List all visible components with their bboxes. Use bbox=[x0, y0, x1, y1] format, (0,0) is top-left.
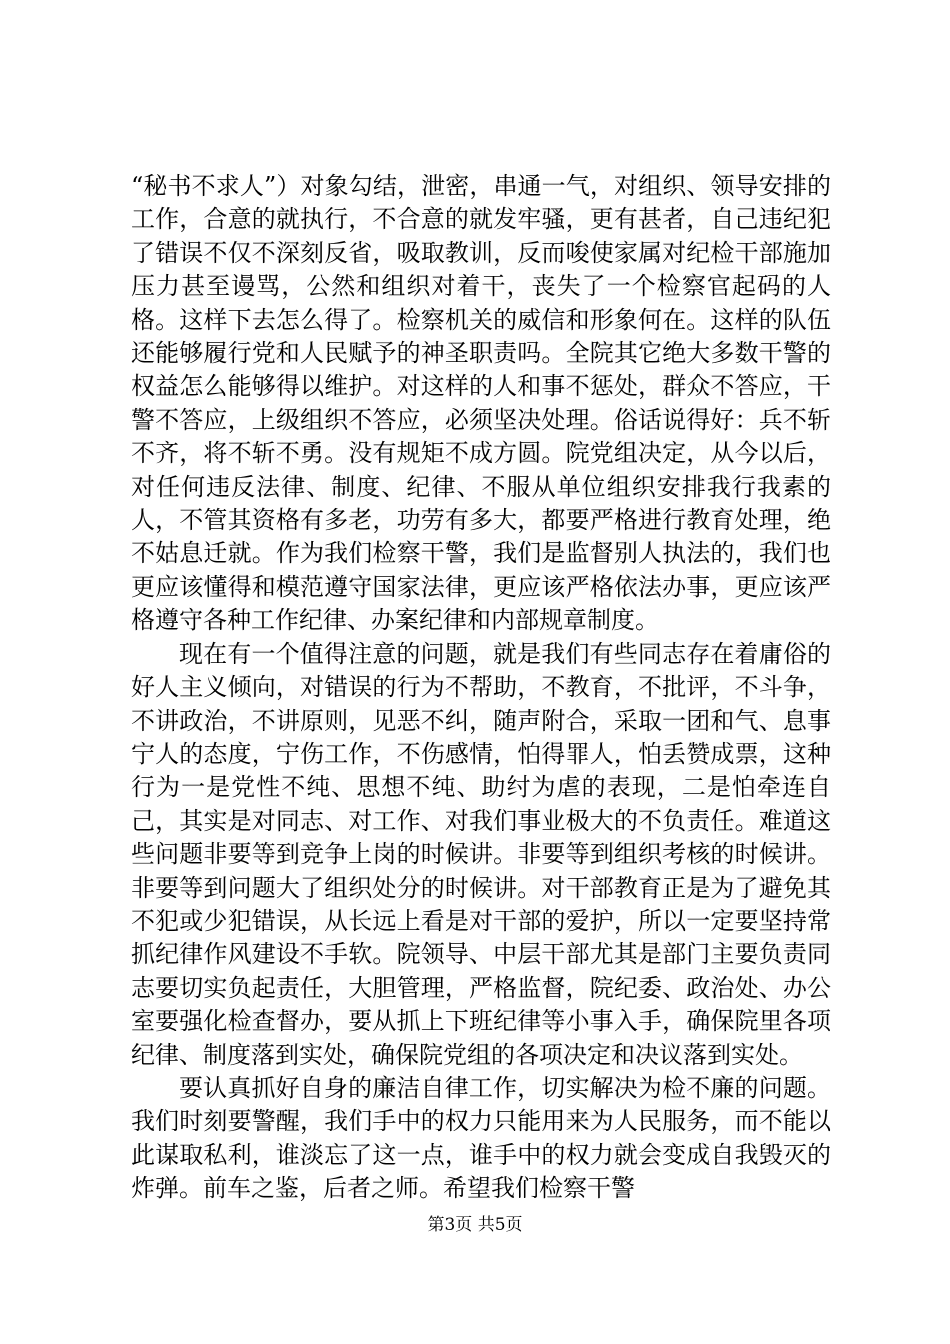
paragraph-1: “秘书不求人”）对象勾结，泄密，串通一气，对组织、领导安排的工作，合意的就执行，不合意的就发牢骚，更有甚者，自己违纪犯了错误不仅不深刻反省，吸取教训，反而唆使家属对纪检干部施加压力甚至谩骂，公然和组织对着干，丧失了一个检察官起码的人格。这样下去怎么得了。检察机关的威信和形象何在。这样的队伍还能够履行党和人民赋予的神圣职责吗。全院其它绝大多数干警的权益怎么能够得以维护。对这样的人和事不惩处，群众不答应，干警不答应，上级组织不答应，必须坚决处理。俗话说得好：兵不斩不齐，将不斩不勇。没有规矩不成方圆。院党组决定，从今以后，对任何违反法律、制度、纪律、不服从单位组织安排我行我素的人，不管其资格有多老，功劳有多大，都要严格进行教育处理，绝不姑息迁就。作为我们检察干警，我们是监督别人执法的，我们也更应该懂得和模范遵守国家法律，更应该严格依法办事，更应该严格遵守各种工作纪律、办案纪律和内部规章制度。 bbox=[131, 172, 831, 635]
page-footer: 第3页 共5页 bbox=[427, 1215, 523, 1235]
document-body bbox=[131, 170, 831, 1206]
paragraph-2: 现在有一个值得注意的问题，就是我们有些同志存在着庸俗的好人主义倾向，对错误的行为不帮助，不教育，不批评，不斗争，不讲政治，不讲原则，见恶不纠，随声附合，采取一团和气、息事宁人的态度，宁伤工作，不伤感情，怕得罪人，怕丢赞成票，这种行为一是党性不纯、思想不纯、助纣为虐的表现，二是怕牵连自己，其实是对同志、对工作、对我们事业极大的不负责任。难道这些问题非要等到竞争上岗的时候讲。非要等到组织考核的时候讲。非要等到问题大了组织处分的时候讲。对干部教育正是为了避免其不犯或少犯错误，从长远上看是对干部的爱护，所以一定要坚持常抓纪律作风建设不手软。院领导、中层干部尤其是部门主要负责同志要切实负起责任，大胆管理，严格监督，院纪委、政治处、办公室要强化检查督办，要从抓上下班纪律等小事入手，确保院里各项纪律、制度落到实处，确保院党组的各项决定和决议落到实处。 bbox=[131, 639, 831, 1069]
paragraph-3: 要认真抓好自身的廉洁自律工作，切实解决为检不廉的问题。我们时刻要警醒，我们手中的权力只能用来为人民服务，而不能以此谋取私利，谁淡忘了这一点，谁手中的权力就会变成自我毁灭的炸弹。前车之鉴，后者之师。希望我们检察干警 bbox=[131, 1073, 831, 1203]
